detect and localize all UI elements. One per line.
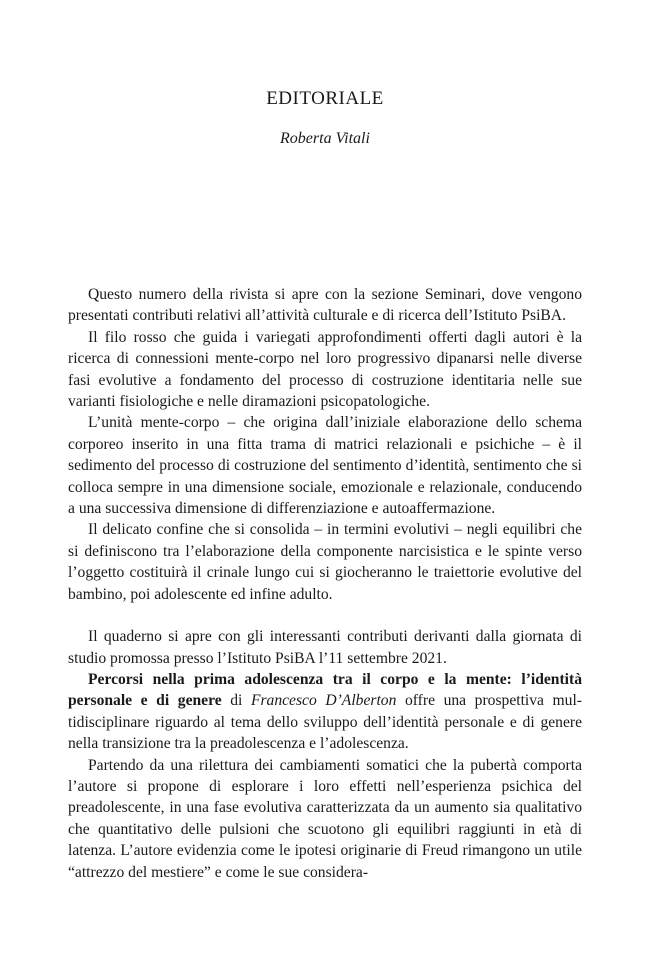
article-title: Percorsi nella prima adolescenza tra il corpo e la mente: l’identità personale e di genere	[68, 670, 582, 710]
paragraph-mente-corpo: L’unità mente-corpo – che origina dall’iniziale elaborazione dello schema corporeo inserito in una fitta trama di matrici relazionali e psichiche – è il sedimento del processo di costruzione del sentimento d’identità, sentimento che si colloca sempre in una dimensione sociale, emozionale e relazionale, conducendo a una successiva dimensione di differenziazione e autoaffermazione.	[68, 414, 582, 518]
paragraph-confine: Il delicato confine che si consolida – in termini evolutivi – negli equilibri che si definiscono tra l’elaborazione della componente narcisistica e le spinte verso l’oggetto costituirà il crinale lungo cui si giocheranno le traiettorie evolutive del bambino, poi adolescente ed infine adulto.	[68, 521, 582, 603]
paragraph-pubertà: Partendo da una rilettura dei cambiamenti somatici che la pubertà comporta l’autore si propone di esplorare i loro effetti nell’esperienza psichica del preadolescente, in una fase evolutiva caratterizzata da un aumento sia qualitativo che quantitativo delle pulsioni che scuotono gli equilibri raggiunti in età di latenza. L’autore evidenzia come le ipotesi originarie di Freud rimangono un utile “attrezzo del mestiere” e come le sue considera-	[68, 756, 582, 881]
author-name: Roberta Vitali	[280, 130, 370, 147]
paragraph-percorsi	[68, 669, 582, 755]
editorial-title: EDITORIALE	[266, 88, 384, 109]
connector-text: di	[221, 692, 251, 710]
article-author: Francesco D’Alberton	[250, 692, 397, 710]
paragraph-seminari: Questo numero della rivista si apre con la sezione Seminari, dove vengono presentati contributi relativi all’attività culturale e di ricerca dell’Istituto PsiBA.	[68, 286, 582, 325]
paragraph-quaderno: Il quaderno si apre con gli interessanti contributi derivanti dalla giornata di studio promossa presso l’Istituto PsiBA l’11 settembre 2021.	[68, 628, 582, 667]
article-body	[68, 284, 582, 883]
paragraph-percorsi-rest: offre una prospettiva multidisciplinare riguardo al tema dello sviluppo dell’identità personale e di genere nella transizione tra la preadolescenza e l’adolescenza.	[68, 692, 582, 753]
paragraph-filo-rosso: Il filo rosso che guida i variegati approfondimenti offerti dagli autori è la ricerca di connessioni mente-corpo nel loro progressivo dipanarsi nelle diverse fasi evolutive a fondamento del processo di costruzione identitaria nelle sue varianti fisiologiche e nelle diramazioni psicopatologiche.	[68, 328, 582, 411]
